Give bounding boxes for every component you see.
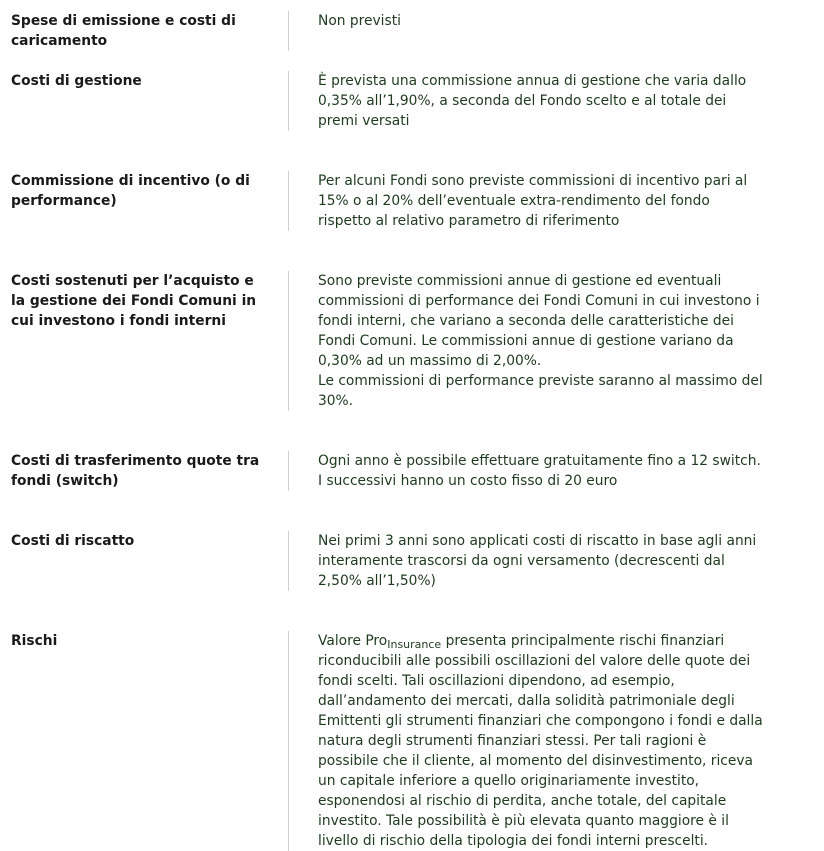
row-value-paragraph: Ogni anno è possibile effettuare gratuitamente fino a 12 switch. [318, 453, 761, 469]
table-row [0, 71, 824, 131]
risk-description: presenta principalmente rischi finanziari riconducibili alle possibili oscillazioni del valore delle quote dei fondi scelti. Tali oscillazioni dipendono, ad esempio, dall’andamento dei mercati, dalla solidità patrimoniale degli Emittenti gli strumenti finanziari che compongono i fondi e dalla natura degli strumenti finanziari stessi. Per tali ragioni è possibile che il cliente, al momento del disinvestimento, riceva un capitale inferiore a quello originariamente investito, esponendosi al rischio di perdita, anche totale, del capitale investito. Tale possibilità è più elevata quanto maggiore è il livello di rischio della tipologia dei fondi interni prescelti. [318, 633, 763, 849]
product-name: Valore Pro [318, 633, 388, 649]
table-row [0, 171, 824, 231]
row-value [289, 271, 766, 411]
row-value [289, 451, 766, 491]
row-value: Non previsti [318, 13, 401, 29]
row-value-paragraph: Le commissioni di performance previste saranno al massimo del 30%. [318, 373, 763, 409]
row-label: Costi di trasferimento quote tra fondi (switch) [11, 453, 260, 489]
row-label: Rischi [11, 633, 58, 649]
table-row [0, 271, 824, 411]
row-label: Costi di gestione [11, 73, 142, 89]
product-name-subscript: Insurance [387, 638, 442, 651]
row-value [289, 631, 766, 851]
table-row [0, 631, 824, 851]
row-value-paragraph: I successivi hanno un costo fisso di 20 euro [318, 473, 618, 489]
costs-table [0, 11, 824, 851]
row-value-paragraph: Sono previste commissioni annue di gestione ed eventuali commissioni di performance dei Fondi Comuni in cui investono i fondi interni, che variano a seconda delle caratteristiche dei Fondi Comuni. Le commissioni annue di gestione variano da 0,30% ad un massimo di 2,00%. [318, 273, 760, 369]
row-label: Commissione di incentivo (o di performance) [11, 173, 250, 209]
row-label: Costi di riscatto [11, 533, 135, 549]
table-row [0, 11, 824, 51]
row-label: Costi sostenuti per l’acquisto e la gestione dei Fondi Comuni in cui investono i fondi interni [11, 273, 257, 329]
row-label: Spese di emissione e costi di caricamento [11, 13, 236, 49]
row-value: Nei primi 3 anni sono applicati costi di riscatto in base agli anni interamente trascorsi da ogni versamento (decrescenti dal 2,50% all’1,50%) [318, 533, 757, 589]
row-value: È prevista una commissione annua di gestione che varia dallo 0,35% all’1,90%, a seconda del Fondo scelto e al totale dei premi versati [318, 73, 747, 129]
table-row [0, 531, 824, 591]
row-value: Per alcuni Fondi sono previste commissioni di incentivo pari al 15% o al 20% dell’eventuale extra-rendimento del fondo rispetto al relativo parametro di riferimento [318, 173, 748, 229]
table-row [0, 451, 824, 491]
